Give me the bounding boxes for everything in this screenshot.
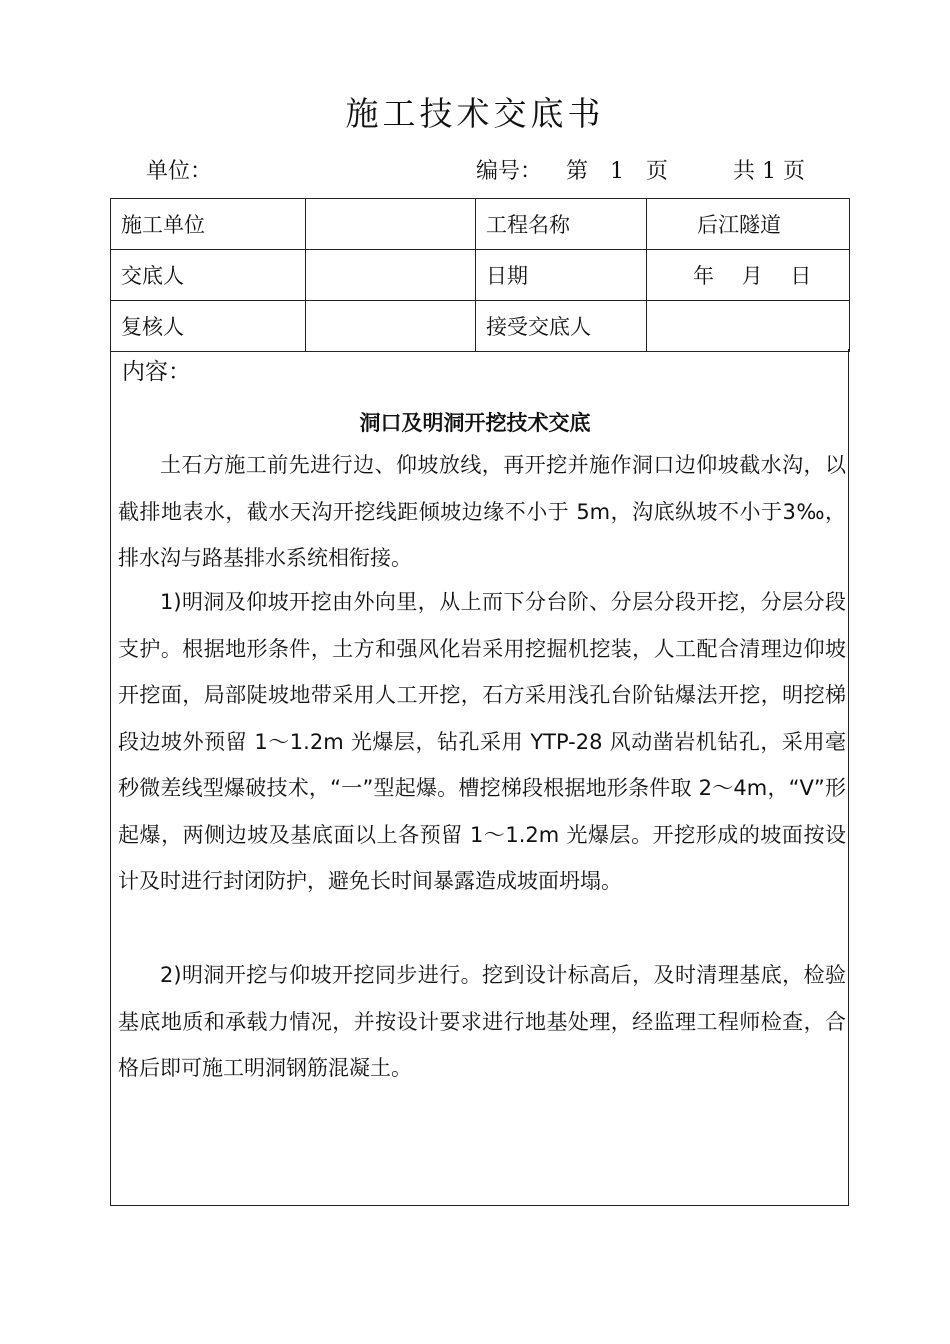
- briefer-field[interactable]: [306, 250, 476, 301]
- construction-unit-label: 施工单位: [111, 199, 306, 250]
- table-row: [111, 250, 850, 301]
- content-heading: 洞口及明洞开挖技术交底: [359, 411, 591, 435]
- body-text: [118, 442, 846, 582]
- date-value: 年 月 日: [647, 250, 850, 301]
- unit-label: 单位：: [146, 159, 213, 184]
- number-label: 编号：: [476, 159, 543, 184]
- project-name-value: 后江隧道: [647, 199, 850, 250]
- date-label: 日期: [476, 250, 647, 301]
- total-pages: 共 1 页: [733, 159, 805, 184]
- project-name-label: 工程名称: [476, 199, 647, 250]
- paragraph-2: 2)明洞开挖与仰坡开挖同步进行。挖到设计标高后，及时清理基底，检验基底地质和承载力情况，并按设计要求进行地基处理，经监理工程师检查，合格后即可施工明洞钢筋混凝土。: [118, 963, 846, 1080]
- briefer-label: 交底人: [111, 250, 306, 301]
- table-row: [111, 301, 850, 352]
- info-table: [110, 198, 850, 352]
- page-number: 第 1 页: [566, 159, 668, 184]
- body-text: [118, 952, 846, 1092]
- paragraph-intro: 土石方施工前先进行边、仰坡放线，再开挖并施作洞口边仰坡截水沟，以截排地表水，截水天沟开挖线距倾坡边缘不小于 5m，沟底纵坡不小于3‰，排水沟与路基排水系统相衔接。: [118, 453, 846, 570]
- document-title: 施工技术交底书: [345, 94, 605, 133]
- paragraph-1: 1)明洞及仰坡开挖由外向里，从上而下分台阶、分层分段开挖，分层分段支护。根据地形条件，土方和强风化岩采用挖掘机挖装，人工配合清理边仰坡开挖面，局部陡坡地带采用人工开挖，石方采用浅孔台阶钻爆法开挖，明挖梯段边坡外预留 1～1.2m 光爆层，钻孔采用 YTP-28 风动凿岩机钻孔，采用毫秒微差线型爆破技术，“一”型起爆。槽挖梯段根据地形条件取 2～4m，“V”形起爆，两侧边坡及基底面以上各预留 1～1.2m 光爆层。开挖形成的坡面按设计及时进行封闭防护，避免长时间暴露造成坡面坍塌。: [118, 590, 846, 893]
- reviewer-field[interactable]: [306, 301, 476, 352]
- table-row: [111, 199, 850, 250]
- recipient-label: 接受交底人: [476, 301, 647, 352]
- construction-unit-field[interactable]: [306, 199, 476, 250]
- body-text: [118, 579, 846, 905]
- content-label: 内容：: [122, 359, 191, 385]
- reviewer-label: 复核人: [111, 301, 306, 352]
- recipient-field[interactable]: [647, 301, 850, 352]
